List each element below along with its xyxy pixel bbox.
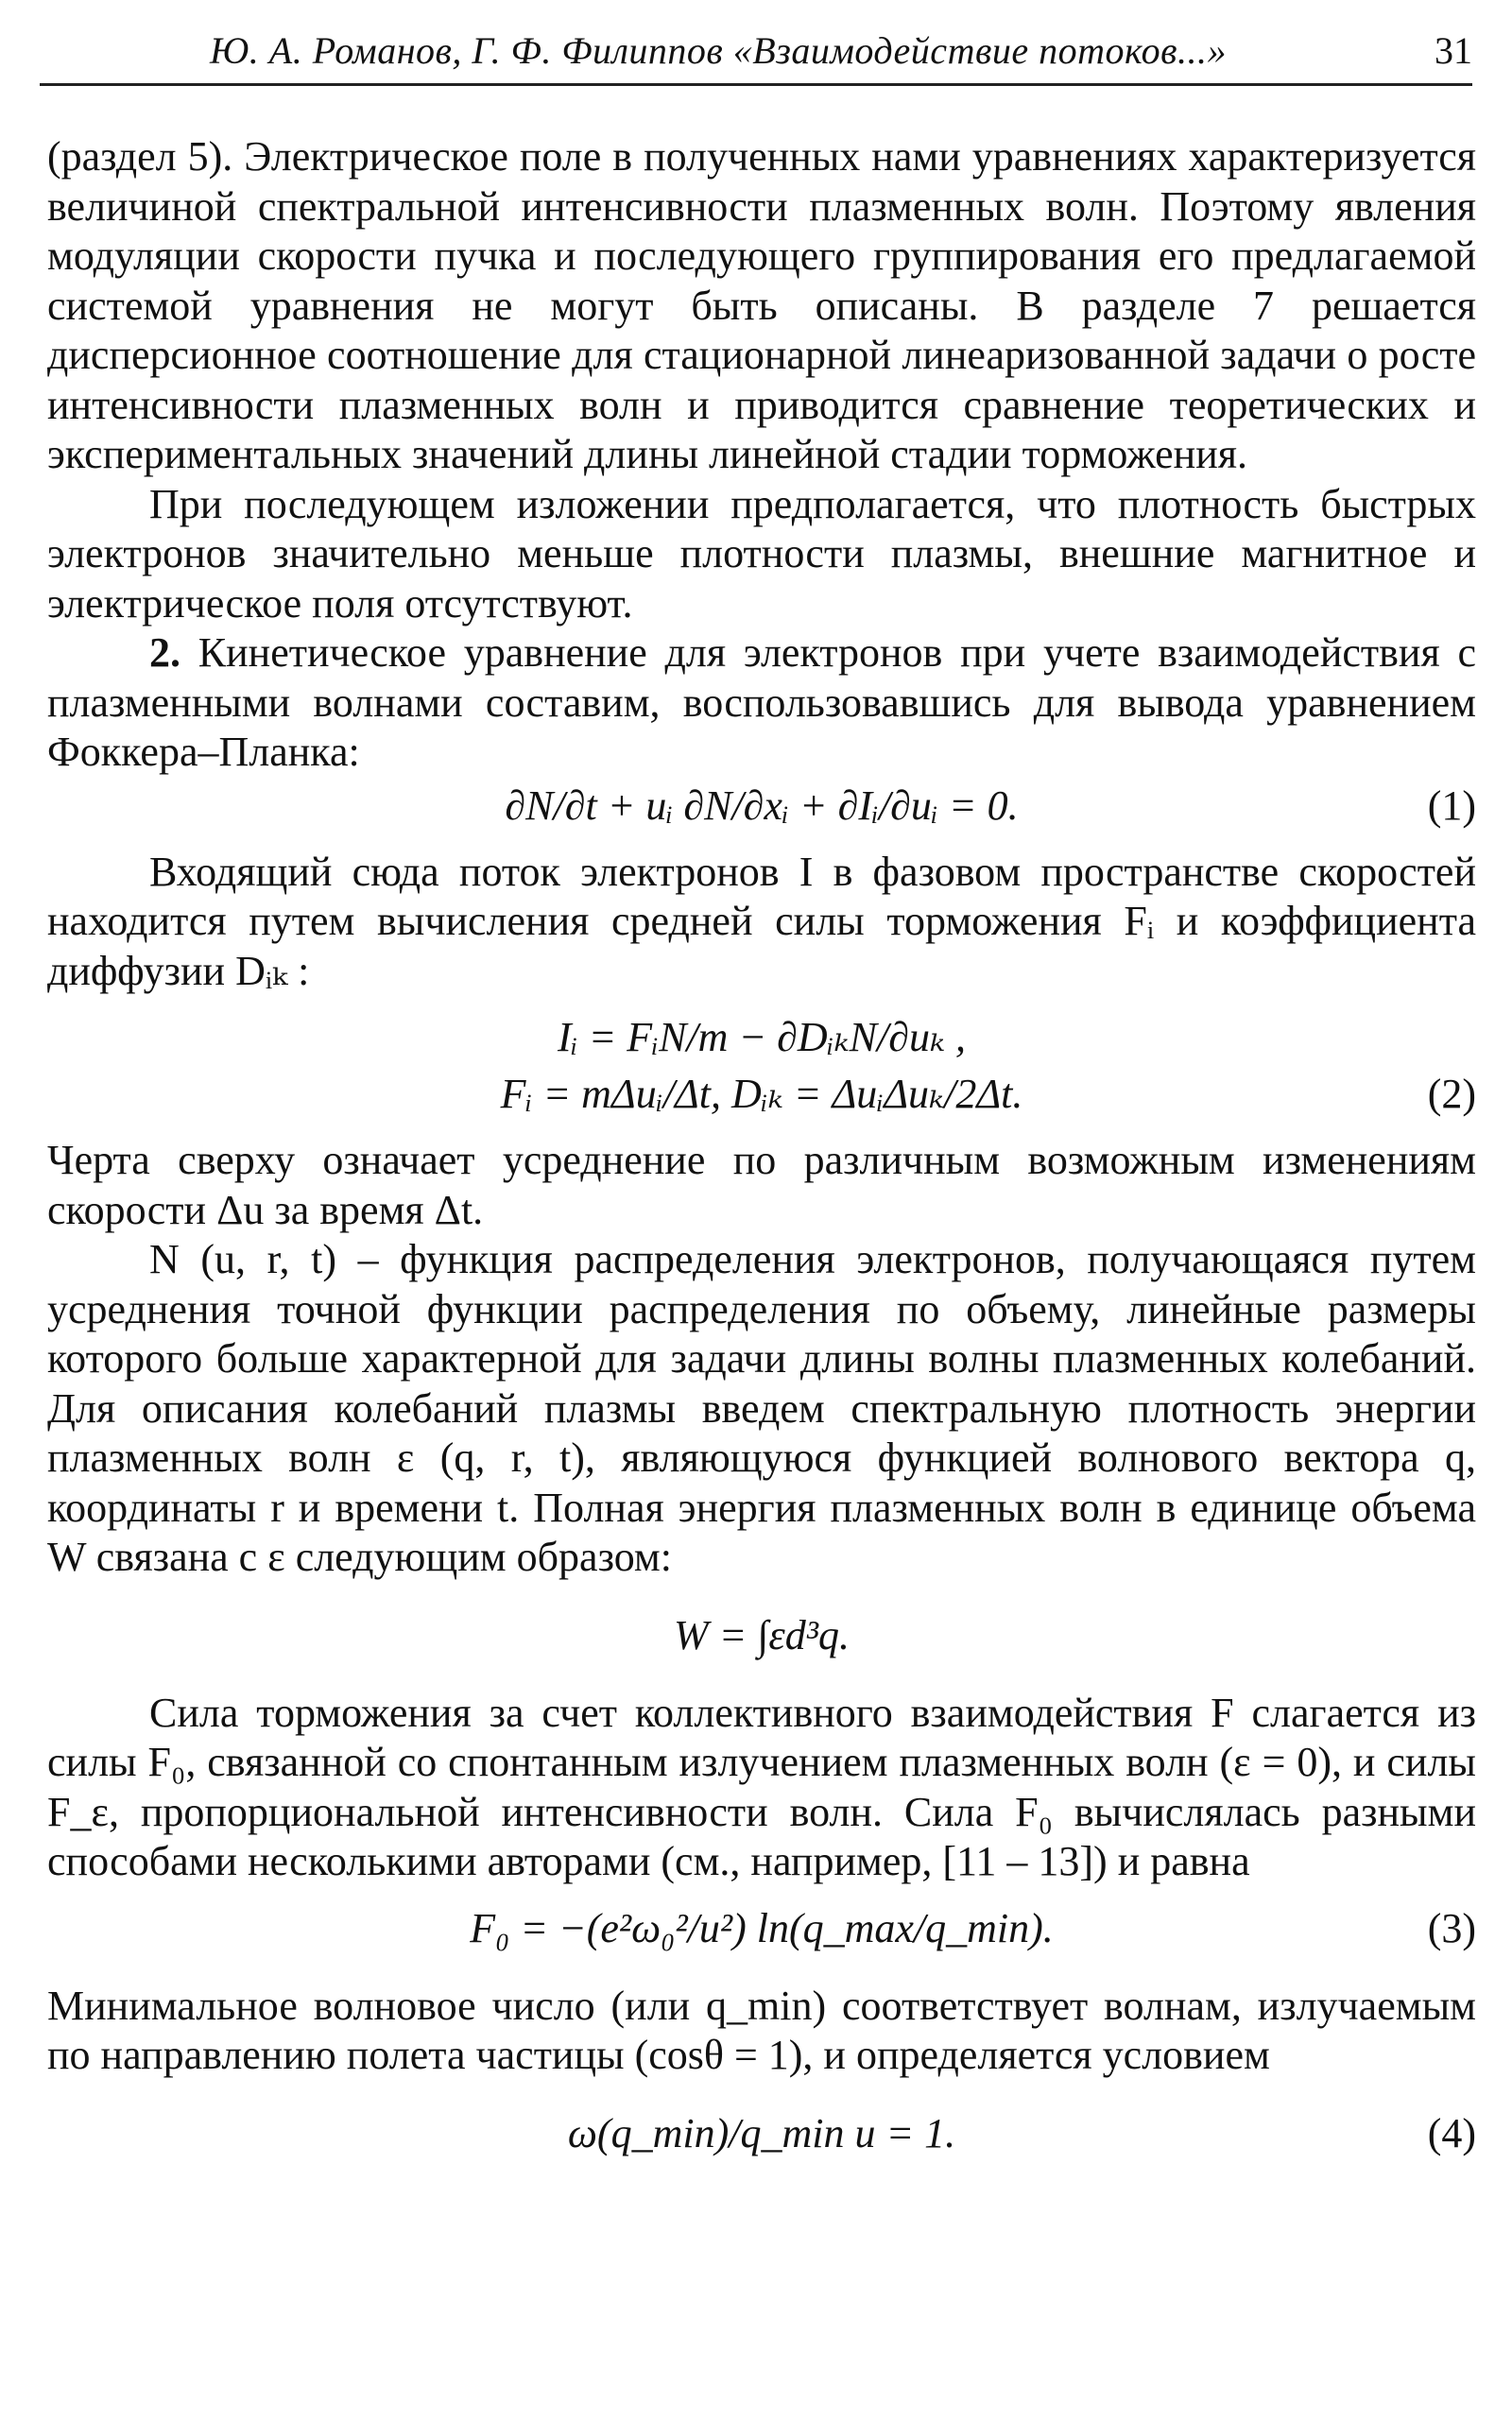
equation-4-formula: ω(q_min)/q_min u = 1. [567, 2109, 956, 2156]
equation-3-number: (3) [1427, 1904, 1476, 1951]
paragraph-3 [47, 628, 1476, 778]
section-number: 2. [149, 629, 180, 676]
equation-4 [47, 2105, 1476, 2162]
paragraph-7: Сила торможения за счет коллективного взаимодействия F слагается из силы F₀, связанной со спонтанным излучением плазменных волн (ε = 0), и силы F_ε, пропорциональной интенсивности волн. Сила F₀ вычислялась разными способами несколькими авторами (см., например, [11 – 13]) и равна [47, 1689, 1476, 1884]
equation-2a [47, 1009, 1476, 1066]
paragraph-5: Черта сверху означает усреднение по различным возможным изменениям скорости Δu за время Δt. [47, 1137, 1476, 1233]
paragraph-8: Минимальное волновое число (или q_min) соответствует волнам, излучаемым по направлению полета частицы (cosθ = 1), и определяется условием [47, 1982, 1476, 2078]
page-number: 31 [1435, 29, 1472, 72]
paragraph-4: Входящий сюда поток электронов I в фазовом пространстве скоростей находится путем вычисления средней силы торможения Fᵢ и коэффициента диффузии Dᵢₖ : [47, 848, 1476, 994]
equation-4-number: (4) [1427, 2109, 1476, 2156]
paragraph-6: N (u, r, t) – функция распределения электронов, получающаяся путем усреднения точной функции распределения по объему, линейные размеры которого больше характерной для задачи длины волны плазменных колебаний. Для описания колебаний плазмы введем спектральную плотность энергии плазменных волн ε (q, r, t), являющуюся функцией волнового вектора q, координаты r и времени t. Полная энергия плазменных волн в единице объема W связана с ε следующим образом: [47, 1236, 1476, 1580]
equation-3-formula: F₀ = −(e²ω₀²/u²) ln(q_max/q_min). [470, 1904, 1054, 1951]
equation-2b [47, 1066, 1476, 1123]
equation-w [47, 1607, 1476, 1664]
equation-1 [47, 778, 1476, 834]
equation-w-formula: W = ∫εd³q. [674, 1611, 850, 1658]
header-title: Ю. А. Романов, Г. Ф. Филиппов «Взаимодействие потоков...» [209, 29, 1228, 72]
equation-1-number: (1) [1427, 782, 1476, 829]
paragraph-1: (раздел 5). Электрическое поле в полученных нами уравнениях характеризуется величиной спектральной интенсивности плазменных волн. Поэтому явления модуляции скорости пучка и последующего группирования его предлагаемой системой уравнения не могут быть описаны. В разделе 7 решается дисперсионное соотношение для стационарной линеаризованной задачи о росте интенсивности плазменных волн и приводится сравнение теоретических и экспериментальных значений длины линейной стадии торможения. [47, 133, 1476, 477]
equation-2b-formula: Fᵢ = mΔuᵢ/Δt, Dᵢₖ = ΔuᵢΔuₖ/2Δt. [500, 1071, 1023, 1117]
running-header [40, 28, 1472, 86]
equation-2-number: (2) [1427, 1071, 1476, 1117]
paragraph-3-text: Кинетическое уравнение для электронов при учете взаимодействия с плазменными волнами составим, воспользовавшись для вывода уравнением Фоккера–Планка: [47, 629, 1476, 775]
body-text [47, 132, 1476, 2162]
equation-2a-formula: Iᵢ = FᵢN/m − ∂DᵢₖN/∂uₖ , [557, 1014, 967, 1060]
paragraph-2: При последующем изложении предполагается, что плотность быстрых электронов значительно меньше плотности плазмы, внешние магнитное и электрическое поля отсутствуют. [47, 480, 1476, 627]
equation-1-formula: ∂N/∂t + uᵢ ∂N/∂xᵢ + ∂Iᵢ/∂uᵢ = 0. [505, 782, 1019, 829]
equation-3 [47, 1900, 1476, 1957]
